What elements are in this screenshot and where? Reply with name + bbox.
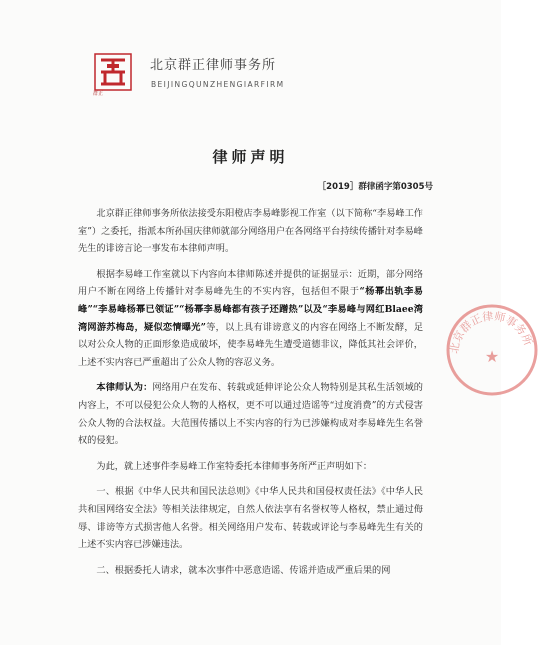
paragraph-3 (78, 379, 423, 449)
law-firm-seal-icon (444, 302, 540, 398)
paragraph-5: 一、根据《中华人民共和国民法总则》《中华人民共和国侵权责任法》《中华人民共和国网络安全法》等相关法律规定，自然人依法享有名誉权等人格权，禁止通过侮辱、诽谤等方式损害他人名誉。相关网络用户发布、转载或评论与李易峰先生有关的上述不实内容已涉嫌违法。 (78, 486, 423, 551)
paragraph-4: 为此，就上述事件李易峰工作室特委托本律师事务所严正声明如下： (96, 460, 373, 472)
firm-name-en: BEIJINGQUNZHENGIARFIRM (151, 80, 285, 89)
paragraph-2-text-a: 根据李易峰工作室就以下内容向本律师陈述并提供的证据显示：近期，部分网络用户不断在网络上传播针对李易峰先生的不实内容，包括但不限于 (78, 268, 423, 298)
paragraph-6: 二、根据委托人请求，就本次事件中恶意造谣、传谣并造成严重后果的网 (96, 564, 391, 576)
paragraph-3-lead: 本律师认为： (96, 382, 153, 394)
seal-text: 北京群正律师事务所 (447, 309, 535, 355)
paragraph-2-rumors: “杨幂出轨李易峰”“李易峰杨幂已领证”“杨幂李易峰都有孩子还蹭热”以及“李易峰与网红Blaee湾湾网游苏梅岛，疑似恋情曝光” (78, 286, 423, 333)
svg-text:★: ★ (484, 347, 500, 366)
document-body (78, 205, 423, 585)
document-title: 律师声明 (212, 148, 289, 166)
paragraph-1: 北京群正律师事务所依法接受东阳橙店李易峰影视工作室（以下简称“李易峰工作室”）之委托，指派本所孙国庆律师就部分网络用户在各网络平台持续传播针对李易峰先生的诽谤言论一事发布本律师声明。 (78, 208, 423, 255)
firm-name-cn: 北京群正律师事务所 (150, 58, 277, 73)
document-number: ［2019］群律函字第0305号 (317, 182, 433, 192)
paragraph-3-text: 网络用户在发布、转载或延伸评论公众人物特别是其私生活领域的内容上，不可以侵犯公众人物的人格权，更不可以通过造谣等“过度消费”的方式侵害公众人物的合法权益。大范围传播以上不实内容的行为已涉嫌构成对李易峰先生名誉权的侵犯。 (78, 382, 423, 447)
firm-logo-icon (93, 52, 133, 92)
paragraph-2-text-c: 等，以上具有诽谤意义的内容在网络上不断发酵，足以对公众人物的正面形象造成破坏，使李易峰先生遭受道德非议，降低其社会评价，上述不实内容已严重超出了公众人物的容忍义务。 (78, 321, 424, 368)
logo-text: 群正 (93, 91, 104, 97)
paragraph-2 (78, 266, 423, 372)
